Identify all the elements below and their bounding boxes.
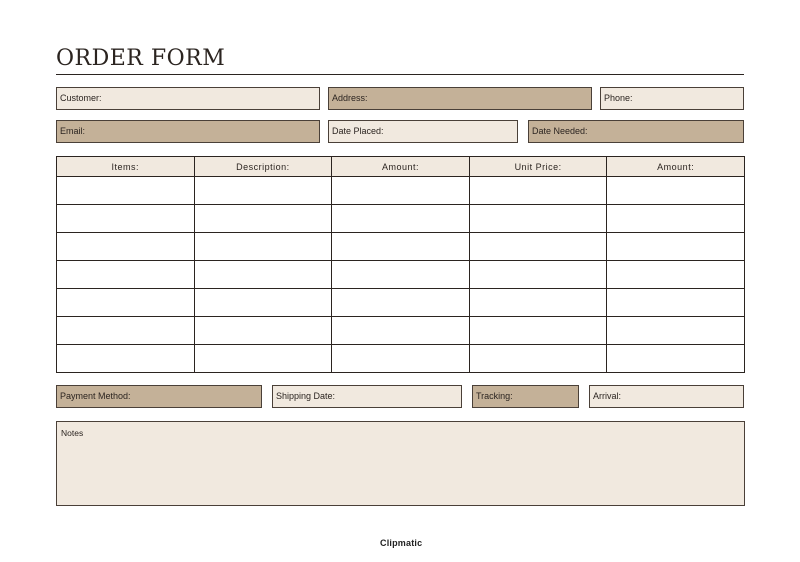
table-row [57, 205, 745, 233]
column-header-items: Items: [57, 157, 195, 177]
table-cell[interactable] [332, 289, 470, 317]
notes-label: Notes [61, 428, 84, 438]
table-cell[interactable] [194, 345, 332, 373]
customer-field[interactable]: Customer: [56, 87, 320, 110]
table-cell[interactable] [607, 233, 745, 261]
table-row [57, 345, 745, 373]
table-cell[interactable] [194, 205, 332, 233]
column-header-description: Description: [194, 157, 332, 177]
table-row [57, 177, 745, 205]
table-cell[interactable] [607, 345, 745, 373]
table-cell[interactable] [469, 345, 607, 373]
table-row [57, 289, 745, 317]
table-row [57, 233, 745, 261]
date-needed-field[interactable]: Date Needed: [528, 120, 744, 143]
table-cell[interactable] [194, 177, 332, 205]
table-cell[interactable] [57, 261, 195, 289]
table-cell[interactable] [57, 345, 195, 373]
table-cell[interactable] [194, 317, 332, 345]
table-cell[interactable] [607, 177, 745, 205]
table-cell[interactable] [332, 177, 470, 205]
tracking-field[interactable]: Tracking: [472, 385, 579, 408]
table-cell[interactable] [607, 317, 745, 345]
payment-method-field[interactable]: Payment Method: [56, 385, 262, 408]
email-field[interactable]: Email: [56, 120, 320, 143]
table-cell[interactable] [469, 289, 607, 317]
table-cell[interactable] [57, 289, 195, 317]
column-header-unit-price: Unit Price: [469, 157, 607, 177]
column-header-amount: Amount: [332, 157, 470, 177]
notes-box[interactable] [56, 421, 745, 506]
table-cell[interactable] [332, 233, 470, 261]
table-cell[interactable] [332, 345, 470, 373]
table-cell[interactable] [57, 317, 195, 345]
table-cell[interactable] [194, 261, 332, 289]
table-cell[interactable] [57, 177, 195, 205]
arrival-field[interactable]: Arrival: [589, 385, 744, 408]
table-cell[interactable] [469, 205, 607, 233]
table-cell[interactable] [332, 317, 470, 345]
table-cell[interactable] [332, 261, 470, 289]
items-table [56, 156, 745, 373]
phone-field[interactable]: Phone: [600, 87, 744, 110]
date-placed-field[interactable]: Date Placed: [328, 120, 518, 143]
table-cell[interactable] [607, 289, 745, 317]
table-row [57, 317, 745, 345]
table-cell[interactable] [332, 205, 470, 233]
table-cell[interactable] [469, 177, 607, 205]
table-cell[interactable] [57, 205, 195, 233]
page-title: ORDER FORM [56, 46, 226, 71]
table-header-row [57, 157, 745, 177]
brand-logo: Clipmatic [380, 538, 423, 548]
shipping-date-field[interactable]: Shipping Date: [272, 385, 462, 408]
title-divider [56, 74, 744, 75]
address-field[interactable]: Address: [328, 87, 592, 110]
table-row [57, 261, 745, 289]
table-cell[interactable] [469, 233, 607, 261]
table-cell[interactable] [607, 261, 745, 289]
table-cell[interactable] [469, 317, 607, 345]
column-header-total-amount: Amount: [607, 157, 745, 177]
table-cell[interactable] [469, 261, 607, 289]
table-cell[interactable] [57, 233, 195, 261]
table-cell[interactable] [607, 205, 745, 233]
table-cell[interactable] [194, 233, 332, 261]
table-cell[interactable] [194, 289, 332, 317]
